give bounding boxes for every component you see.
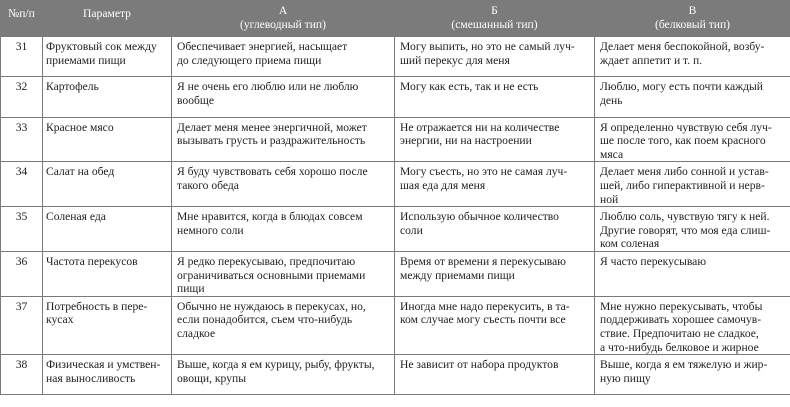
table-row: [1, 37, 790, 77]
row-number: 38: [1, 355, 43, 395]
row-number: 34: [1, 162, 43, 207]
row-answer-b: Могу выпить, но это не самый луч- ший перекус для меня: [395, 37, 595, 77]
header-variant-a-type: (углеводный тип): [240, 17, 326, 31]
header-variant-b: [395, 1, 595, 37]
row-answer-b: Время от времени я перекусываю между приемами пищи: [395, 251, 595, 296]
row-answer-a: Я не очень его люблю или не люблю вообще: [172, 77, 395, 117]
header-variant-a-letter: А: [278, 4, 288, 17]
header-parameter: Параметр: [43, 1, 172, 37]
row-answer-a: Обеспечивает энергией, насыщает до следующего приема пищи: [172, 37, 395, 77]
table-row: [1, 251, 790, 296]
header-variant-b-letter: Б: [491, 4, 498, 17]
row-answer-b: Не зависит от набора продуктов: [395, 355, 595, 395]
row-answer-c: Люблю соль, чувствую тягу к ней. Другие говорят, что моя еда слиш- ком соленая: [595, 207, 790, 252]
row-answer-a: Я редко перекусываю, предпочитаю ограничиваться основными приемами пищи: [172, 251, 395, 296]
row-parameter: Частота перекусов: [43, 251, 172, 296]
row-answer-c: Я часто перекусываю: [595, 251, 790, 296]
table-row: [1, 77, 790, 117]
table-row: [1, 207, 790, 252]
table-row: [1, 117, 790, 162]
row-answer-c: Делает меня беспокойной, возбу- ждает аппетит и т. п.: [595, 37, 790, 77]
header-variant-b-type: (смешанный тип): [451, 17, 538, 31]
row-answer-b: Могу как есть, так и не есть: [395, 77, 595, 117]
row-answer-c: Выше, когда я ем тяжелую и жир- ную пищу: [595, 355, 790, 395]
row-answer-b: Могу съесть, но это не самая луч- шая еда для меня: [395, 162, 595, 207]
row-answer-a: Обычно не нуждаюсь в перекусах, но, если понадобится, съем что-нибудь сладкое: [172, 296, 395, 354]
row-parameter: Соленая еда: [43, 207, 172, 252]
row-answer-c: Делает меня либо сонной и устав- шей, либо гиперактивной и нерв- ной: [595, 162, 790, 207]
table-row: [1, 355, 790, 395]
row-parameter: Салат на обед: [43, 162, 172, 207]
row-answer-b: Не отражается ни на количестве энергии, ни на настроении: [395, 117, 595, 162]
row-number: 37: [1, 296, 43, 354]
row-answer-a: Я буду чувствовать себя хорошо после такого обеда: [172, 162, 395, 207]
row-number: 31: [1, 37, 43, 77]
row-answer-c: Я определенно чувствую себя луч- ше после того, как поем красного мяса: [595, 117, 790, 162]
header-number: №п/п: [1, 1, 43, 37]
header-variant-c: [595, 1, 790, 37]
row-parameter: Красное мясо: [43, 117, 172, 162]
row-answer-a: Мне нравится, когда в блюдах совсем немного соли: [172, 207, 395, 252]
row-number: 33: [1, 117, 43, 162]
row-parameter: Физическая и умствен- ная выносливость: [43, 355, 172, 395]
header-variant-a: [172, 1, 395, 37]
row-number: 36: [1, 251, 43, 296]
row-answer-a: Выше, когда я ем курицу, рыбу, фрукты, овощи, крупы: [172, 355, 395, 395]
table-row: [1, 162, 790, 207]
row-parameter: Картофель: [43, 77, 172, 117]
row-answer-b: Использую обычное количество соли: [395, 207, 595, 252]
header-row: [1, 1, 790, 37]
row-answer-c: Люблю, могу есть почти каждый день: [595, 77, 790, 117]
row-answer-b: Иногда мне надо перекусить, в та- ком случае могу съесть почти все: [395, 296, 595, 354]
row-number: 35: [1, 207, 43, 252]
header-variant-c-type: (белковый тип): [654, 17, 731, 31]
row-number: 32: [1, 77, 43, 117]
row-parameter: Фруктовый сок между приемами пищи: [43, 37, 172, 77]
row-answer-c: Мне нужно перекусывать, чтобы поддерживать хорошее самочув- ствие. Предпочитаю не сладкое, а что-нибудь белковое и жирное: [595, 296, 790, 354]
row-parameter: Потребность в пере- кусах: [43, 296, 172, 354]
table-row: [1, 296, 790, 354]
row-answer-a: Делает меня менее энергичной, может вызывать грусть и раздражительность: [172, 117, 395, 162]
header-variant-c-letter: В: [688, 4, 697, 17]
